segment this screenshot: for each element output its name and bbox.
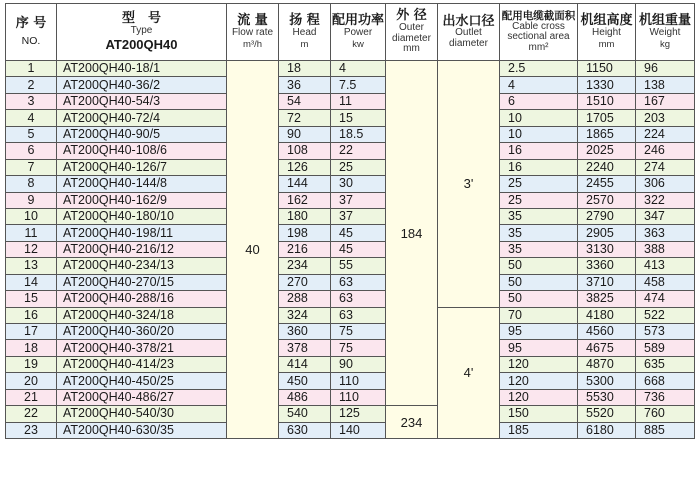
- cell-power: 63: [331, 291, 386, 307]
- header-type: 型 号 Type AT200QH40: [57, 4, 227, 61]
- cell-head: 216: [279, 241, 331, 257]
- cell-type: AT200QH40-144/8: [57, 176, 227, 192]
- cell-cable-area: 10: [500, 126, 578, 142]
- header-weight: 机组重量 Weight kg: [636, 4, 695, 61]
- cell-weight: 413: [636, 258, 695, 274]
- cell-no: 20: [6, 373, 57, 389]
- cell-power: 140: [331, 422, 386, 438]
- table-row: [6, 389, 695, 405]
- cell-no: 3: [6, 93, 57, 109]
- cell-head: 288: [279, 291, 331, 307]
- cell-weight: 167: [636, 93, 695, 109]
- cell-power: 25: [331, 159, 386, 175]
- header-row: [6, 4, 695, 61]
- cell-power: 63: [331, 274, 386, 290]
- cell-head: 90: [279, 126, 331, 142]
- cell-type: AT200QH40-108/6: [57, 143, 227, 159]
- cell-height: 1865: [578, 126, 636, 142]
- cell-head: 108: [279, 143, 331, 159]
- cell-head: 72: [279, 110, 331, 126]
- cell-cable-area: 120: [500, 389, 578, 405]
- cell-cable-area: 50: [500, 258, 578, 274]
- table-row: [6, 225, 695, 241]
- table-row: [6, 126, 695, 142]
- cell-no: 15: [6, 291, 57, 307]
- cell-weight: 274: [636, 159, 695, 175]
- cell-weight: 322: [636, 192, 695, 208]
- cell-no: 8: [6, 176, 57, 192]
- cell-height: 2790: [578, 208, 636, 224]
- cell-power: 63: [331, 307, 386, 323]
- cell-no: 17: [6, 324, 57, 340]
- cell-power: 15: [331, 110, 386, 126]
- cell-height: 5520: [578, 406, 636, 422]
- cell-type: AT200QH40-180/10: [57, 208, 227, 224]
- cell-no: 12: [6, 241, 57, 257]
- cell-height: 1150: [578, 61, 636, 77]
- cell-weight: 474: [636, 291, 695, 307]
- cell-weight: 885: [636, 422, 695, 438]
- table-row: [6, 176, 695, 192]
- cell-weight: 246: [636, 143, 695, 159]
- table-row: [6, 307, 695, 323]
- cell-power: 45: [331, 225, 386, 241]
- cell-head: 144: [279, 176, 331, 192]
- table-row: [6, 77, 695, 93]
- cell-type: AT200QH40-90/5: [57, 126, 227, 142]
- cell-weight: 138: [636, 77, 695, 93]
- cell-power: 125: [331, 406, 386, 422]
- cell-power: 75: [331, 324, 386, 340]
- cell-no: 18: [6, 340, 57, 356]
- cell-type: AT200QH40-126/7: [57, 159, 227, 175]
- cell-type: AT200QH40-486/27: [57, 389, 227, 405]
- table-row: [6, 373, 695, 389]
- cell-height: 5300: [578, 373, 636, 389]
- cell-power: 37: [331, 192, 386, 208]
- cell-type: AT200QH40-450/25: [57, 373, 227, 389]
- cell-no: 5: [6, 126, 57, 142]
- cell-cable-area: 50: [500, 291, 578, 307]
- cell-head: 378: [279, 340, 331, 356]
- cell-flow-rate: 40: [227, 61, 279, 439]
- cell-no: 16: [6, 307, 57, 323]
- cell-height: 6180: [578, 422, 636, 438]
- cell-height: 1705: [578, 110, 636, 126]
- header-outer-diameter: 外 径 Outer diameter mm: [386, 4, 438, 61]
- cell-cable-area: 95: [500, 340, 578, 356]
- cell-height: 2570: [578, 192, 636, 208]
- cell-cable-area: 35: [500, 225, 578, 241]
- cell-height: 2240: [578, 159, 636, 175]
- cell-cable-area: 10: [500, 110, 578, 126]
- cell-cable-area: 70: [500, 307, 578, 323]
- cell-head: 450: [279, 373, 331, 389]
- table-row: [6, 324, 695, 340]
- cell-type: AT200QH40-72/4: [57, 110, 227, 126]
- cell-power: 110: [331, 373, 386, 389]
- cell-power: 11: [331, 93, 386, 109]
- cell-type: AT200QH40-234/13: [57, 258, 227, 274]
- table-row: [6, 422, 695, 438]
- cell-no: 11: [6, 225, 57, 241]
- cell-cable-area: 25: [500, 192, 578, 208]
- cell-no: 14: [6, 274, 57, 290]
- cell-outlet-diameter: 3': [438, 61, 500, 308]
- cell-cable-area: 25: [500, 176, 578, 192]
- cell-cable-area: 4: [500, 77, 578, 93]
- cell-type: AT200QH40-162/9: [57, 192, 227, 208]
- cell-power: 18.5: [331, 126, 386, 142]
- cell-type: AT200QH40-378/21: [57, 340, 227, 356]
- cell-cable-area: 150: [500, 406, 578, 422]
- cell-height: 4560: [578, 324, 636, 340]
- cell-head: 414: [279, 356, 331, 372]
- cell-head: 180: [279, 208, 331, 224]
- table-row: [6, 208, 695, 224]
- table-row: [6, 356, 695, 372]
- header-head: 扬 程 Head m: [279, 4, 331, 61]
- cell-height: 4870: [578, 356, 636, 372]
- cell-height: 4180: [578, 307, 636, 323]
- cell-weight: 458: [636, 274, 695, 290]
- cell-cable-area: 16: [500, 159, 578, 175]
- cell-cable-area: 50: [500, 274, 578, 290]
- cell-head: 36: [279, 77, 331, 93]
- cell-no: 7: [6, 159, 57, 175]
- table-row: [6, 241, 695, 257]
- cell-type: AT200QH40-630/35: [57, 422, 227, 438]
- table-row: [6, 274, 695, 290]
- cell-head: 54: [279, 93, 331, 109]
- cell-head: 126: [279, 159, 331, 175]
- cell-head: 18: [279, 61, 331, 77]
- cell-head: 162: [279, 192, 331, 208]
- table-row: [6, 406, 695, 422]
- cell-power: 55: [331, 258, 386, 274]
- cell-height: 2455: [578, 176, 636, 192]
- cell-power: 30: [331, 176, 386, 192]
- cell-weight: 203: [636, 110, 695, 126]
- cell-cable-area: 35: [500, 208, 578, 224]
- cell-weight: 668: [636, 373, 695, 389]
- cell-no: 2: [6, 77, 57, 93]
- cell-head: 630: [279, 422, 331, 438]
- header-no: 序 号 NO.: [6, 4, 57, 61]
- cell-cable-area: 16: [500, 143, 578, 159]
- cell-height: 3825: [578, 291, 636, 307]
- cell-no: 10: [6, 208, 57, 224]
- cell-power: 90: [331, 356, 386, 372]
- cell-weight: 760: [636, 406, 695, 422]
- cell-no: 9: [6, 192, 57, 208]
- table-row: [6, 159, 695, 175]
- table-row: [6, 192, 695, 208]
- cell-power: 110: [331, 389, 386, 405]
- table-row: [6, 258, 695, 274]
- cell-power: 37: [331, 208, 386, 224]
- cell-weight: 96: [636, 61, 695, 77]
- cell-weight: 306: [636, 176, 695, 192]
- cell-cable-area: 35: [500, 241, 578, 257]
- table-row: [6, 340, 695, 356]
- table-row: [6, 143, 695, 159]
- cell-height: 1330: [578, 77, 636, 93]
- cell-weight: 589: [636, 340, 695, 356]
- cell-height: 1510: [578, 93, 636, 109]
- cell-no: 23: [6, 422, 57, 438]
- cell-no: 22: [6, 406, 57, 422]
- cell-type: AT200QH40-414/23: [57, 356, 227, 372]
- cell-head: 270: [279, 274, 331, 290]
- cell-no: 19: [6, 356, 57, 372]
- cell-head: 324: [279, 307, 331, 323]
- cell-height: 3710: [578, 274, 636, 290]
- cell-no: 6: [6, 143, 57, 159]
- table-body: [6, 61, 695, 439]
- cell-no: 21: [6, 389, 57, 405]
- cell-height: 2025: [578, 143, 636, 159]
- table-row: [6, 93, 695, 109]
- cell-head: 540: [279, 406, 331, 422]
- cell-height: 5530: [578, 389, 636, 405]
- cell-head: 486: [279, 389, 331, 405]
- cell-type: AT200QH40-36/2: [57, 77, 227, 93]
- header-flow-rate: 流 量 Flow rate m³/h: [227, 4, 279, 61]
- cell-weight: 347: [636, 208, 695, 224]
- cell-weight: 635: [636, 356, 695, 372]
- cell-height: 4675: [578, 340, 636, 356]
- cell-weight: 224: [636, 126, 695, 142]
- cell-cable-area: 2.5: [500, 61, 578, 77]
- cell-power: 4: [331, 61, 386, 77]
- cell-type: AT200QH40-540/30: [57, 406, 227, 422]
- cell-no: 1: [6, 61, 57, 77]
- cell-head: 234: [279, 258, 331, 274]
- cell-outlet-diameter: 4': [438, 307, 500, 439]
- table-row: [6, 110, 695, 126]
- cell-weight: 736: [636, 389, 695, 405]
- cell-no: 13: [6, 258, 57, 274]
- cell-weight: 388: [636, 241, 695, 257]
- cell-type: AT200QH40-18/1: [57, 61, 227, 77]
- table-row: [6, 291, 695, 307]
- cell-type: AT200QH40-270/15: [57, 274, 227, 290]
- cell-cable-area: 120: [500, 373, 578, 389]
- header-outlet-diameter: 出水口径 Outlet diameter: [438, 4, 500, 61]
- cell-weight: 522: [636, 307, 695, 323]
- table-row: [6, 61, 695, 77]
- cell-outer-diameter: 234: [386, 406, 438, 439]
- pump-spec-table: [5, 3, 695, 439]
- cell-head: 198: [279, 225, 331, 241]
- cell-no: 4: [6, 110, 57, 126]
- cell-type: AT200QH40-288/16: [57, 291, 227, 307]
- cell-power: 7.5: [331, 77, 386, 93]
- header-cable-area: 配用电缆截面积 Cable cross sectional area mm²: [500, 4, 578, 61]
- header-height: 机组高度 Height mm: [578, 4, 636, 61]
- cell-power: 45: [331, 241, 386, 257]
- cell-weight: 573: [636, 324, 695, 340]
- cell-type: AT200QH40-198/11: [57, 225, 227, 241]
- cell-power: 22: [331, 143, 386, 159]
- cell-height: 3130: [578, 241, 636, 257]
- cell-cable-area: 185: [500, 422, 578, 438]
- cell-power: 75: [331, 340, 386, 356]
- cell-cable-area: 120: [500, 356, 578, 372]
- cell-cable-area: 95: [500, 324, 578, 340]
- cell-outer-diameter: 184: [386, 61, 438, 406]
- cell-cable-area: 6: [500, 93, 578, 109]
- header-power: 配用功率 Power kw: [331, 4, 386, 61]
- cell-height: 3360: [578, 258, 636, 274]
- cell-weight: 363: [636, 225, 695, 241]
- cell-height: 2905: [578, 225, 636, 241]
- cell-head: 360: [279, 324, 331, 340]
- cell-type: AT200QH40-216/12: [57, 241, 227, 257]
- cell-type: AT200QH40-324/18: [57, 307, 227, 323]
- cell-type: AT200QH40-360/20: [57, 324, 227, 340]
- cell-type: AT200QH40-54/3: [57, 93, 227, 109]
